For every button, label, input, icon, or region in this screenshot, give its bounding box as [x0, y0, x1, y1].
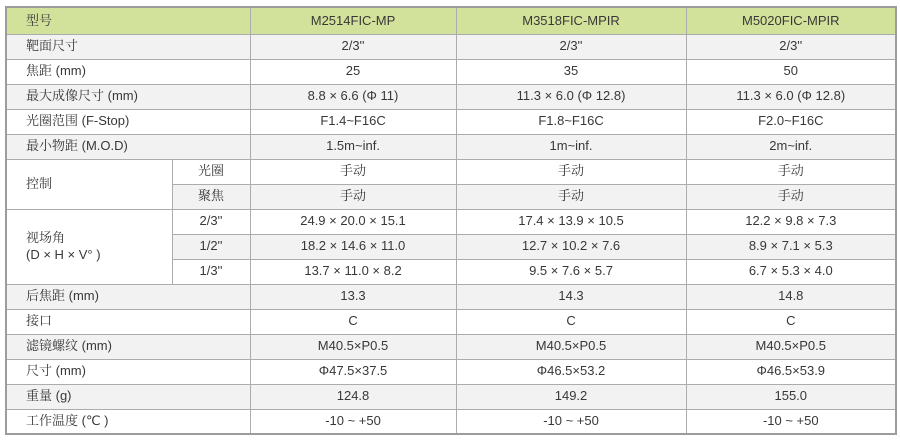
fov-group-label [6, 209, 172, 284]
row-mod [6, 134, 896, 159]
value-cell: F1.4~F16C [250, 109, 456, 134]
value-cell: 24.9 × 20.0 × 15.1 [250, 209, 456, 234]
row-sensor-size [6, 34, 896, 59]
table-header-row [6, 7, 896, 34]
row-fstop-range [6, 109, 896, 134]
value-cell: 124.8 [250, 384, 456, 409]
value-cell: 8.8 × 6.6 (Φ 11) [250, 84, 456, 109]
value-cell: 50 [686, 59, 896, 84]
sub-label-cell: 1/3'' [172, 259, 250, 284]
value-cell: F2.0~F16C [686, 109, 896, 134]
value-cell: 12.7 × 10.2 × 7.6 [456, 234, 686, 259]
row-label: 尺寸 (mm) [6, 359, 250, 384]
row-label: 滤镜螺纹 (mm) [6, 334, 250, 359]
value-cell: F1.8~F16C [456, 109, 686, 134]
row-label: 接口 [6, 309, 250, 334]
row-label: 后焦距 (mm) [6, 284, 250, 309]
row-operating-temp [6, 409, 896, 434]
value-cell: C [250, 309, 456, 334]
fov-label-line2: (D × H × V° ) [26, 246, 101, 262]
row-max-image-size [6, 84, 896, 109]
fov-label-line1: 视场角 [26, 230, 66, 246]
header-model-cell-3: M5020FIC-MPIR [686, 7, 896, 34]
row-filter-thread [6, 334, 896, 359]
row-weight [6, 384, 896, 409]
value-cell: 手动 [456, 159, 686, 184]
value-cell: 17.4 × 13.9 × 10.5 [456, 209, 686, 234]
value-cell: 9.5 × 7.6 × 5.7 [456, 259, 686, 284]
row-label: 最小物距 (M.O.D) [6, 134, 250, 159]
row-label: 靶面尺寸 [6, 34, 250, 59]
sub-label-cell: 聚焦 [172, 184, 250, 209]
value-cell: 6.7 × 5.3 × 4.0 [686, 259, 896, 284]
value-cell: 手动 [686, 184, 896, 209]
value-cell: 14.8 [686, 284, 896, 309]
value-cell: 2/3'' [250, 34, 456, 59]
value-cell: Φ46.5×53.2 [456, 359, 686, 384]
value-cell: 2m~inf. [686, 134, 896, 159]
sub-label-cell: 1/2'' [172, 234, 250, 259]
value-cell: 25 [250, 59, 456, 84]
value-cell: 18.2 × 14.6 × 11.0 [250, 234, 456, 259]
sub-label-cell: 2/3'' [172, 209, 250, 234]
value-cell: 1m~inf. [456, 134, 686, 159]
value-cell: 12.2 × 9.8 × 7.3 [686, 209, 896, 234]
value-cell: 手动 [456, 184, 686, 209]
value-cell: 2/3'' [686, 34, 896, 59]
value-cell: M40.5×P0.5 [686, 334, 896, 359]
header-model-cell-2: M3518FIC-MPIR [456, 7, 686, 34]
value-cell: 14.3 [456, 284, 686, 309]
value-cell: M40.5×P0.5 [250, 334, 456, 359]
row-label: 光圈范围 (F-Stop) [6, 109, 250, 134]
row-label: 重量 (g) [6, 384, 250, 409]
value-cell: -10 ~ +50 [686, 409, 896, 434]
row-label: 工作温度 (℃ ) [6, 409, 250, 434]
value-cell: -10 ~ +50 [456, 409, 686, 434]
value-cell: Φ47.5×37.5 [250, 359, 456, 384]
row-label: 最大成像尺寸 (mm) [6, 84, 250, 109]
value-cell: 11.3 × 6.0 (Φ 12.8) [686, 84, 896, 109]
value-cell: 13.3 [250, 284, 456, 309]
value-cell: 手动 [686, 159, 896, 184]
control-group-label: 控制 [6, 159, 172, 209]
row-control-iris [6, 159, 896, 184]
value-cell: 11.3 × 6.0 (Φ 12.8) [456, 84, 686, 109]
row-dimensions [6, 359, 896, 384]
sub-label-cell: 光圈 [172, 159, 250, 184]
value-cell: 8.9 × 7.1 × 5.3 [686, 234, 896, 259]
value-cell: Φ46.5×53.9 [686, 359, 896, 384]
value-cell: 手动 [250, 184, 456, 209]
value-cell: 35 [456, 59, 686, 84]
value-cell: 2/3'' [456, 34, 686, 59]
value-cell: 1.5m~inf. [250, 134, 456, 159]
value-cell: C [686, 309, 896, 334]
row-back-focal [6, 284, 896, 309]
header-model-cell-1: M2514FIC-MP [250, 7, 456, 34]
lens-spec-table [5, 6, 897, 435]
row-fov-two-thirds [6, 209, 896, 234]
value-cell: 149.2 [456, 384, 686, 409]
value-cell: 155.0 [686, 384, 896, 409]
value-cell: M40.5×P0.5 [456, 334, 686, 359]
value-cell: C [456, 309, 686, 334]
row-focal-length [6, 59, 896, 84]
row-label: 焦距 (mm) [6, 59, 250, 84]
value-cell: -10 ~ +50 [250, 409, 456, 434]
row-mount [6, 309, 896, 334]
value-cell: 手动 [250, 159, 456, 184]
value-cell: 13.7 × 11.0 × 8.2 [250, 259, 456, 284]
header-label-cell: 型号 [6, 7, 250, 34]
